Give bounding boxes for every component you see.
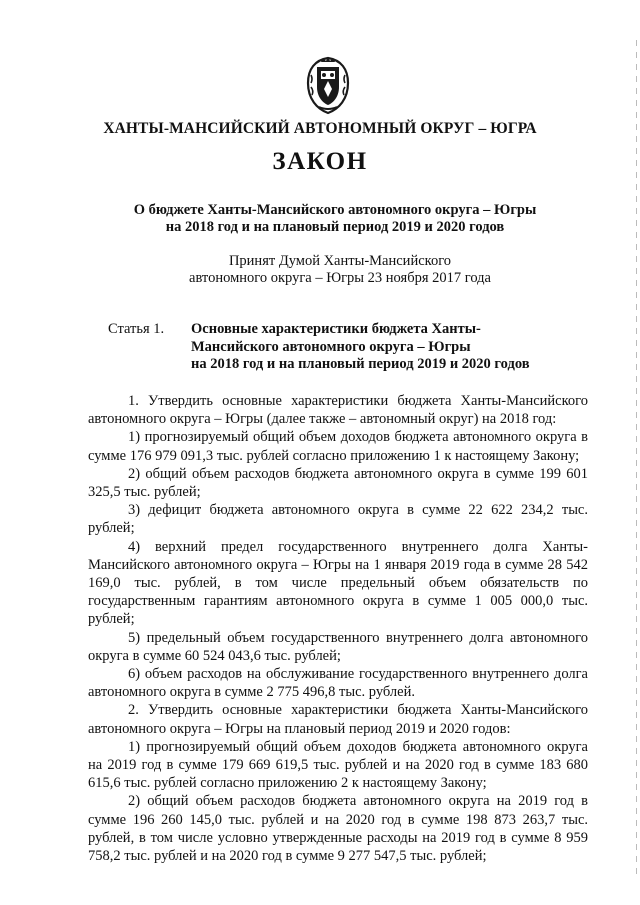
region-name: ХАНТЫ-МАНСИЙСКИЙ АВТОНОМНЫЙ ОКРУГ – ЮГРА xyxy=(103,120,537,137)
article-number: Статья 1. xyxy=(108,321,165,337)
paragraph: 2) общий объем расходов бюджета автономного округа на 2019 год в сумме 196 260 145,0 тыс. рублей и на 2020 год в сумме 198 873 263,7 тыс. рублей, в том числе условно утвержденные расходы на 2019 год в сумме 8 959 758,2 тыс. рублей и на 2020 год в сумме 9 277 547,5 тыс. рублей; xyxy=(88,793,588,865)
article-heading xyxy=(108,321,530,374)
coat-of-arms-emblem xyxy=(303,55,353,115)
paragraph: 3) дефицит бюджета автономного округа в сумме 22 622 234,2 тыс. рублей; xyxy=(88,502,588,537)
paragraph: 2. Утвердить основные характеристики бюджета Ханты-Мансийского автономного округа – Югры на плановый период 2019 и 2020 годов: xyxy=(88,702,588,737)
article-title-line: на 2018 год и на плановый период 2019 и 2020 годов xyxy=(191,356,530,372)
article-title xyxy=(191,321,530,374)
paragraph: 5) предельный объем государственного внутреннего долга автономного округа в сумме 60 524 043,6 тыс. рублей; xyxy=(88,629,588,664)
paragraph: 1. Утвердить основные характеристики бюджета Ханты-Мансийского автономного округа – Югры (далее также – автономный округ) на 2018 год: xyxy=(88,393,588,428)
article-title-line: Основные характеристики бюджета Ханты- xyxy=(191,321,481,337)
article-body xyxy=(88,392,588,865)
paragraph: 1) прогнозируемый общий объем доходов бюджета автономного округа на 2019 год в сумме 179 669 619,5 тыс. рублей и на 2020 год в сумме 183 680 615,6 тыс. рублей согласно приложению 2 к настоящему Закону; xyxy=(88,738,588,792)
law-subject-line: О бюджете Ханты-Мансийского автономного округа – Югры xyxy=(133,202,537,218)
adoption-note-line: автономного округа – Югры 23 ноября 2017 года xyxy=(189,270,491,286)
law-subject xyxy=(100,202,570,236)
paragraph: 1) прогнозируемый общий объем доходов бюджета автономного округа в сумме 176 979 091,3 тыс. рублей согласно приложению 1 к настоящему Закону; xyxy=(88,429,588,464)
adoption-note xyxy=(150,253,530,287)
paragraph: 6) объем расходов на обслуживание государственного внутреннего долга автономного округа в сумме 2 775 496,8 тыс. рублей. xyxy=(88,666,588,701)
article-title-line: Мансийского автономного округа – Югры xyxy=(191,338,471,355)
law-subject-line: на 2018 год и на плановый период 2019 и 2020 годов xyxy=(165,219,505,235)
paragraph: 2) общий объем расходов бюджета автономного округа в сумме 199 601 325,5 тыс. рублей; xyxy=(88,465,588,501)
adoption-note-line: Принят Думой Ханты-Мансийского xyxy=(228,253,452,269)
paragraph: 4) верхний предел государственного внутреннего долга Ханты-Мансийского автономного округа – Югры на 1 января 2019 года в сумме 28 542 169,0 тыс. рублей, в том числе предельный объем обязательств по государственным гарантиям автономного округа в сумме 1 005 000,0 тыс. рублей; xyxy=(88,538,588,628)
document-title: ЗАКОН xyxy=(272,148,368,175)
